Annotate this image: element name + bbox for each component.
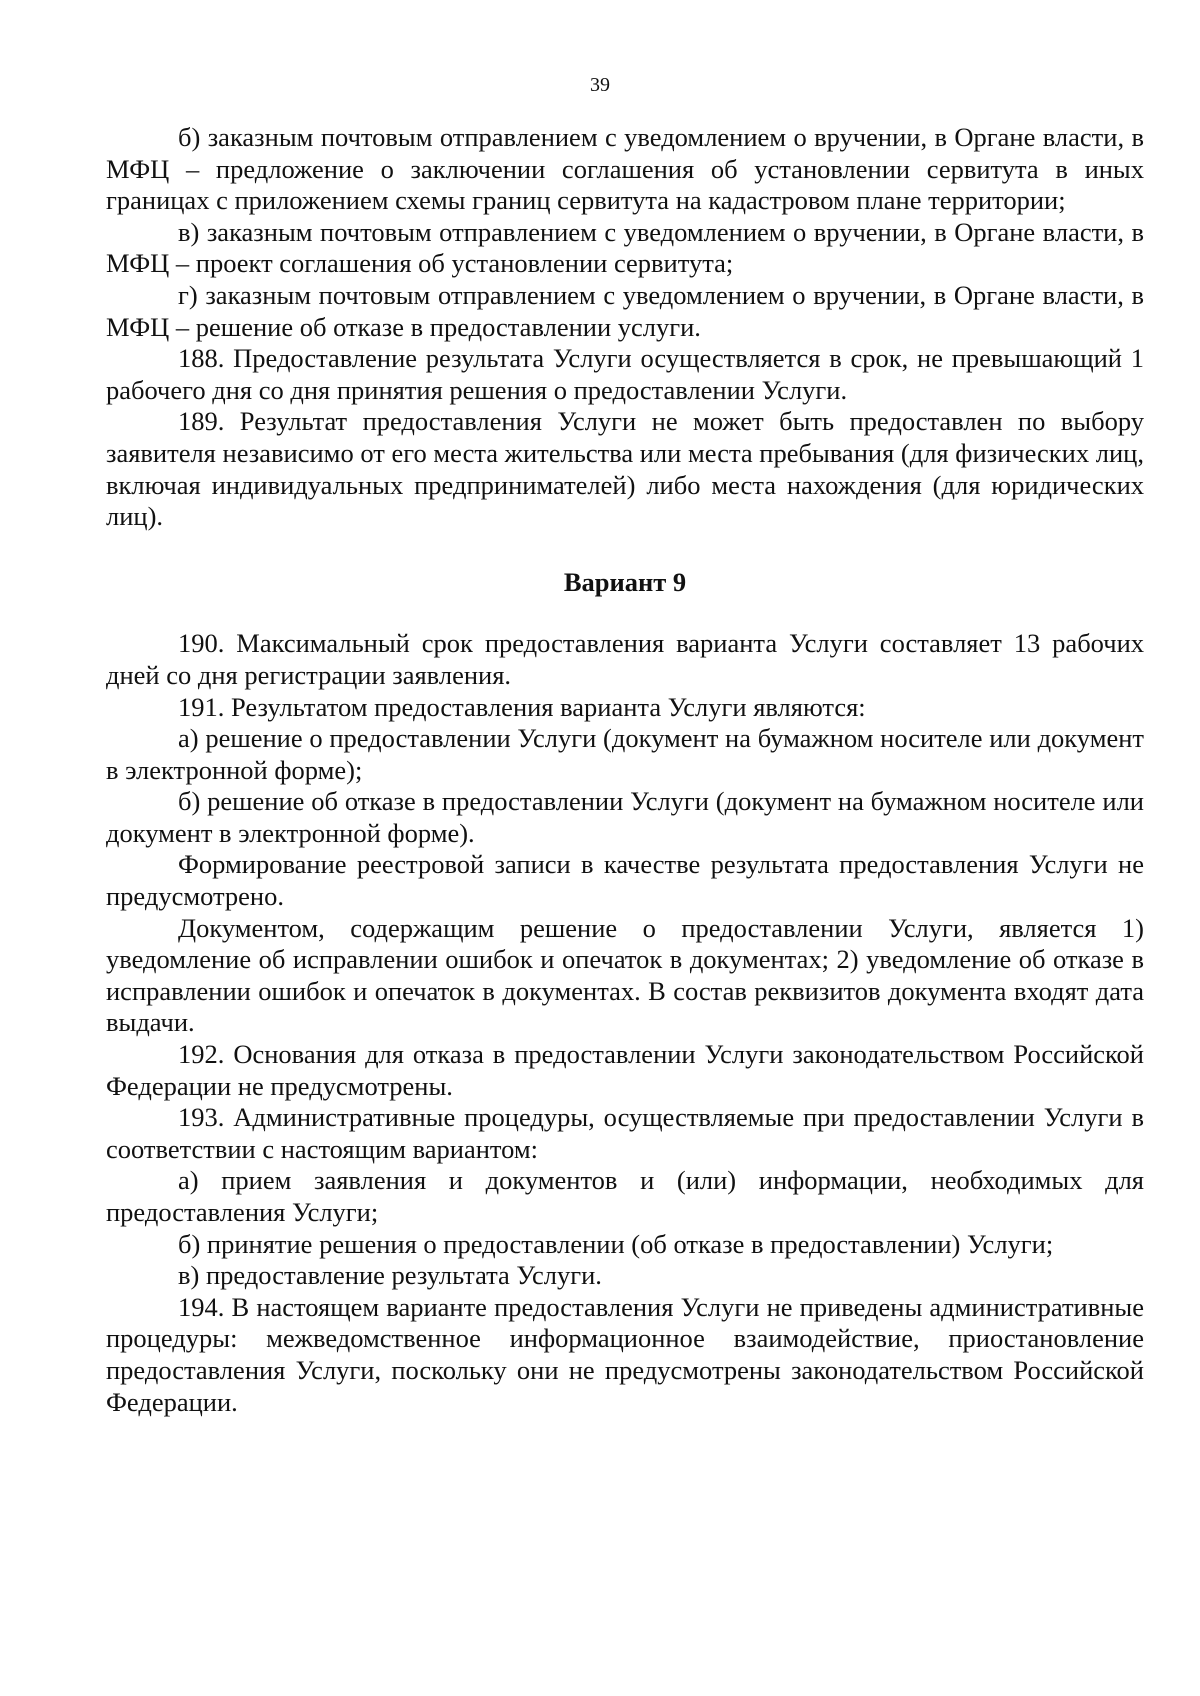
page-number: 39 xyxy=(590,74,610,96)
paragraph-item-v-delivery: в) заказным почтовым отправлением с уведомлением о вручении, в Органе власти, в МФЦ – проект соглашения об установлении сервитута; xyxy=(106,216,1144,279)
paragraph-item-b-delivery: б) заказным почтовым отправлением с уведомлением о вручении, в Органе власти, в МФЦ – предложение о заключении соглашения об установлении сервитута в иных границах с приложением схемы границ сервитута на кадастровом плане территории; xyxy=(106,122,1144,216)
paragraph-193-b: б) принятие решения о предоставлении (об отказе в предоставлении) Услуги; xyxy=(178,1228,1054,1259)
paragraph-item-g-delivery: г) заказным почтовым отправлением с уведомлением о вручении, в Органе власти, в МФЦ – решение об отказе в предоставлении услуги. xyxy=(106,279,1144,342)
document-body xyxy=(106,122,1144,1418)
paragraph-188: 188. Предоставление результата Услуги осуществляется в срок, не превышающий 1 рабочего дня со дня принятия решения о предоставлении Услуги. xyxy=(106,343,1144,405)
paragraph-191: 191. Результатом предоставления варианта Услуги являются: xyxy=(178,691,866,722)
paragraph-189: 189. Результат предоставления Услуги не может быть предоставлен по выбору заявителя независимо от его места жительства или места пребывания (для физических лиц, включая индивидуальных предпринимателей) либо места нахождения (для юридических лиц). xyxy=(106,406,1144,532)
paragraph-193-a: а) прием заявления и документов и (или) информации, необходимых для предоставления Услуги; xyxy=(106,1165,1144,1227)
paragraph-191-a: а) решение о предоставлении Услуги (документ на бумажном носителе или документ в электронной форме); xyxy=(106,723,1144,785)
paragraph-194: 194. В настоящем варианте предоставления Услуги не приведены административные процедуры: межведомственное информационное взаимодействие, приостановление предоставления Услуги, поскольку они не предусмотрены законодательством Российской Федерации. xyxy=(106,1291,1144,1417)
section-heading: Вариант 9 xyxy=(563,566,687,597)
paragraph-190: 190. Максимальный срок предоставления варианта Услуги составляет 13 рабочих дней со дня регистрации заявления. xyxy=(106,628,1144,690)
paragraph-decision-document: Документом, содержащим решение о предоставлении Услуги, является 1) уведомление об исправлении ошибок и опечаток в документах; 2) уведомление об отказе в исправлении ошибок и опечаток в документах. В состав реквизитов документа входят дата выдачи. xyxy=(106,912,1144,1038)
paragraph-193: 193. Административные процедуры, осуществляемые при предоставлении Услуги в соответствии с настоящим вариантом: xyxy=(106,1102,1144,1164)
paragraph-191-b: б) решение об отказе в предоставлении Услуги (документ на бумажном носителе или документ в электронной форме). xyxy=(106,786,1144,848)
paragraph-registry-record: Формирование реестровой записи в качестве результата предоставления Услуги не предусмотрено. xyxy=(106,849,1144,912)
paragraph-193-v: в) предоставление результата Услуги. xyxy=(178,1260,602,1291)
paragraph-192: 192. Основания для отказа в предоставлении Услуги законодательством Российской Федерации не предусмотрены. xyxy=(106,1039,1144,1101)
